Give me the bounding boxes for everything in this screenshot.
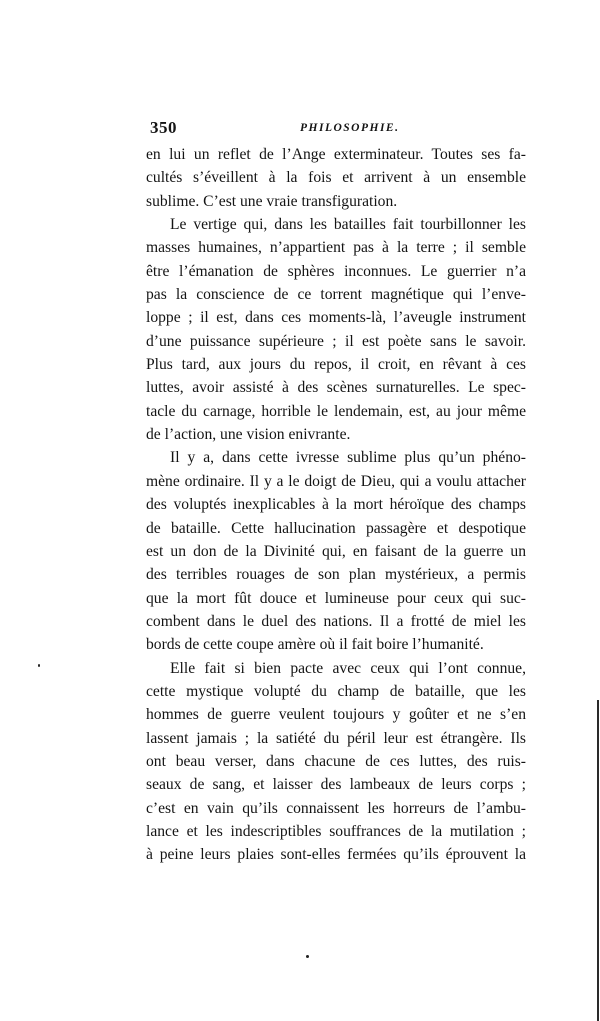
text-line: c’est en vain qu’ils connaissent les horreurs de l’ambu-	[146, 799, 526, 817]
text-line: combent dans le duel des nations. Il a frotté de miel les	[146, 612, 526, 630]
text-line: pas la conscience de ce torrent magnétique qui l’enve-	[146, 286, 526, 304]
text-line: Plus tard, aux jours du repos, il croit, en rêvant à ces	[146, 356, 526, 374]
text-line: cette mystique volupté du champ de bataille, que les	[146, 682, 526, 700]
ink-speck	[38, 664, 40, 667]
text-line: cultés s’éveillent à la fois et arrivent à un ensemble	[146, 169, 526, 187]
text-line: lassent jamais ; la satiété du péril leur est étrangère. Ils	[146, 729, 526, 747]
text-line: luttes, avoir assisté à des scènes surnaturelles. Le spec-	[146, 379, 526, 397]
text-line: de bataille. Cette hallucination passagère et despotique	[146, 519, 526, 537]
text-line: d’une puissance supérieure ; il est poète sans le savoir.	[146, 332, 526, 350]
text-line: ont beau verser, dans chacune de ces luttes, des ruis-	[146, 752, 526, 770]
text-line: seaux de sang, et laisser des lambeaux de leurs corps ;	[146, 776, 526, 794]
text-line: des terribles rouages de son plan mystérieux, a permis	[146, 566, 526, 584]
page-header	[150, 118, 528, 140]
text-line: hommes de guerre veulent toujours y goûter et ne s’en	[146, 706, 526, 724]
text-line: lance et les indescriptibles souffrances de la mutilation ;	[146, 822, 526, 840]
text-line: à peine leurs plaies sont-elles fermées qu’ils éprouvent la	[146, 846, 526, 864]
text-line: Le vertige qui, dans les batailles fait tourbillonner les	[170, 216, 526, 234]
text-line: Elle fait si bien pacte avec ceux qui l’ont connue,	[170, 659, 526, 677]
text-line: masses humaines, n’appartient pas à la terre ; il semble	[146, 239, 526, 257]
text-line: des voluptés inexplicables à la mort héroïque des champs	[146, 496, 526, 514]
text-line: être l’émanation de sphères inconnues. Le guerrier n’a	[146, 262, 526, 280]
ink-speck	[306, 955, 309, 958]
text-line: est un don de la Divinité qui, en faisant de la guerre un	[146, 542, 526, 560]
text-line: tacle du carnage, horrible le lendemain, est, au jour même	[146, 402, 526, 420]
text-line: bords de cette coupe amère où il fait boire l’humanité.	[146, 636, 484, 654]
text-line: mène ordinaire. Il y a le doigt de Dieu, qui a voulu attacher	[146, 472, 526, 490]
text-line: loppe ; il est, dans ces moments-là, l’aveugle instrument	[146, 309, 526, 327]
text-line: sublime. C’est une vraie transfiguration.	[146, 192, 398, 210]
text-line: en lui un reflet de l’Ange exterminateur. Toutes ses fa-	[146, 146, 526, 163]
page-edge-line	[597, 700, 599, 1021]
page-number: 350	[150, 118, 177, 137]
text-line: que la mort fût douce et lumineuse pour ceux qui suc-	[146, 589, 526, 607]
running-head: PHILOSOPHIE.	[300, 122, 400, 134]
text-line: Il y a, dans cette ivresse sublime plus qu’un phéno-	[170, 449, 526, 467]
text-line: de l’action, une vision enivrante.	[146, 426, 351, 444]
body-text	[146, 143, 526, 867]
